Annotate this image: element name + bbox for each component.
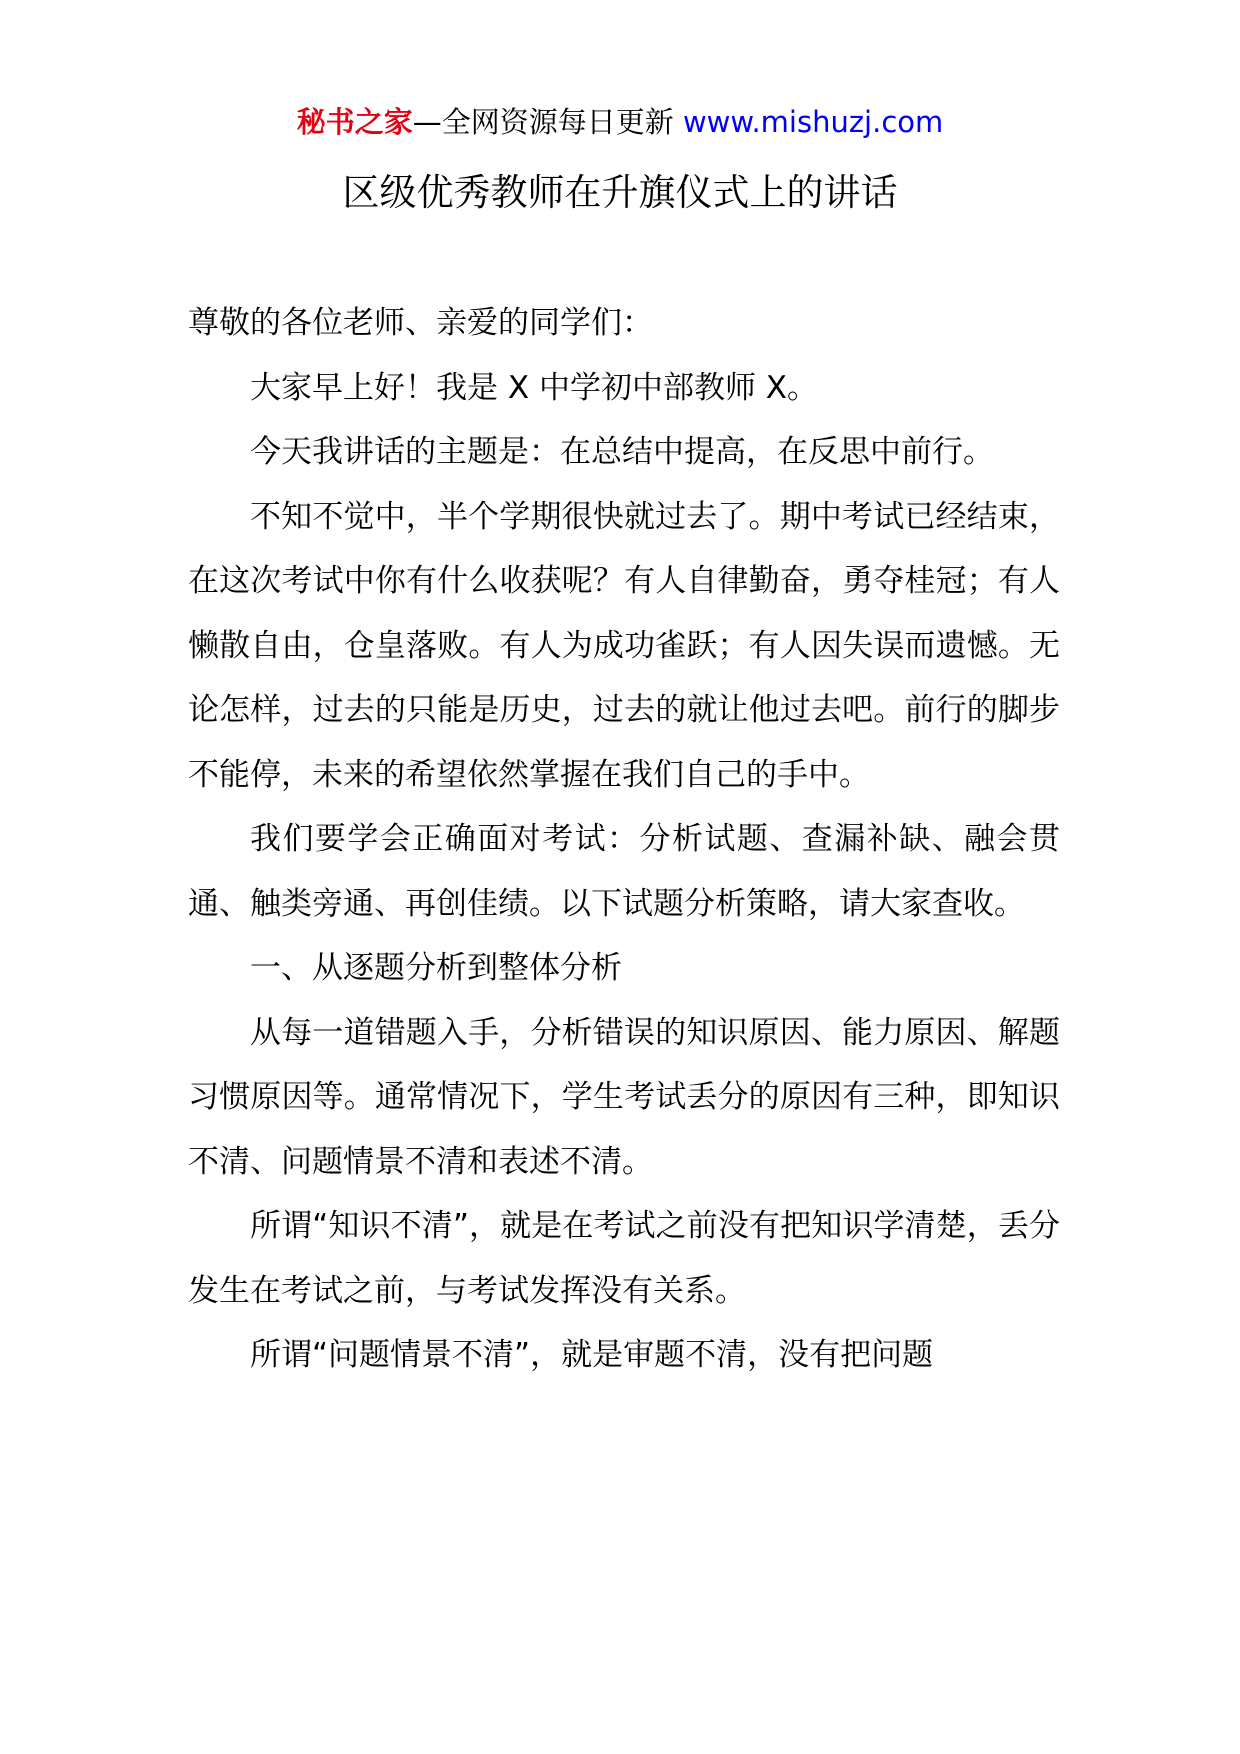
site-banner (0, 100, 1240, 144)
banner-slogan: —全网资源每日更新 (412, 105, 683, 139)
paragraph-error-analysis: 从每一道错题入手，分析错误的知识原因、能力原因、解题习惯原因等。通常情况下，学生考试丢分的原因有三种，即知识不清、问题情景不清和表述不清。 (188, 1014, 1060, 1180)
paragraph-context-unclear: 所谓“问题情景不清”，就是审题不清，没有把问题 (250, 1337, 934, 1373)
site-url-link[interactable]: www.mishuzj.com (682, 105, 944, 139)
document-body (188, 291, 1060, 1388)
section-heading-1: 一、从逐题分析到整体分析 (250, 950, 622, 986)
document-title: 区级优秀教师在升旗仪式上的讲话 (342, 171, 898, 214)
paragraph-theme: 今天我讲话的主题是：在总结中提高，在反思中前行。 (250, 434, 994, 470)
paragraph-half-semester: 不知不觉中，半个学期很快就过去了。期中考试已经结束，在这次考试中你有什么收获呢？有人自律勤奋，勇夺桂冠；有人懒散自由，仓皇落败。有人为成功雀跃；有人因失误而遗憾。无论怎样，过去的只能是历史，过去的就让他过去吧。前行的脚步不能停，未来的希望依然掌握在我们自己的手中。 (188, 498, 1060, 793)
paragraph-knowledge-unclear: 所谓“知识不清”，就是在考试之前没有把知识学清楚，丢分发生在考试之前，与考试发挥没有关系。 (188, 1208, 1060, 1309)
salutation: 尊敬的各位老师、亲爱的同学们： (188, 305, 653, 341)
paragraph-face-exam: 我们要学会正确面对考试：分析试题、查漏补缺、融会贯通、触类旁通、再创佳绩。以下试题分析策略，请大家查收。 (188, 821, 1060, 922)
paragraph-greeting: 大家早上好！我是 X 中学初中部教师 X。 (250, 369, 819, 406)
brand-name: 秘书之家 (296, 105, 413, 139)
